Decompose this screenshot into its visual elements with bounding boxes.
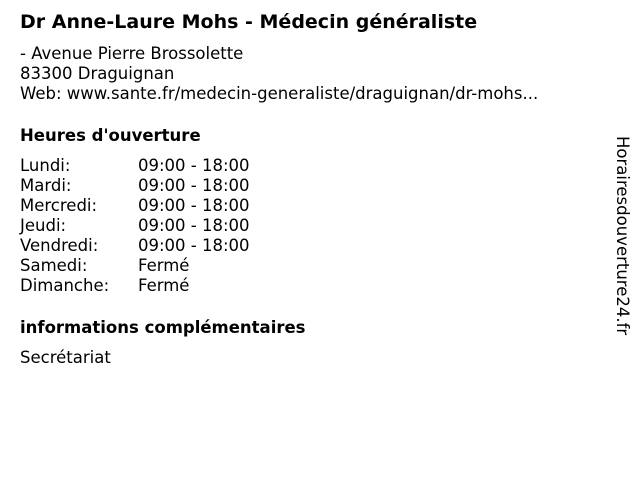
hours-value: 09:00 - 18:00: [138, 156, 250, 175]
hours-row-thursday: [20, 216, 600, 236]
day-label: Dimanche:: [20, 276, 110, 295]
hours-row-sunday: [20, 276, 600, 296]
day-label: Mardi:: [20, 176, 72, 195]
hours-value: Fermé: [138, 276, 190, 295]
hours-value: Fermé: [138, 256, 190, 275]
opening-hours-list: [20, 156, 600, 296]
address-block: [20, 44, 600, 104]
listing-card: [20, 10, 600, 368]
additional-info-heading: informations complémentaires: [20, 318, 306, 337]
day-label: Mercredi:: [20, 196, 98, 215]
hours-value: 09:00 - 18:00: [138, 236, 250, 255]
address-city: 83300 Draguignan: [20, 64, 175, 83]
hours-value: 09:00 - 18:00: [138, 176, 250, 195]
site-watermark: [612, 136, 632, 342]
page-title: Dr Anne-Laure Mohs - Médecin généraliste: [20, 11, 478, 33]
site-watermark-text: Horairesdouverture24.fr: [613, 136, 632, 336]
hours-value: 09:00 - 18:00: [138, 196, 250, 215]
additional-info-text: Secrétariat: [20, 348, 111, 367]
day-label: Samedi:: [20, 256, 88, 275]
day-label: Jeudi:: [20, 216, 67, 235]
website-link[interactable]: Web: www.sante.fr/medecin-generaliste/draguignan/dr-mohs...: [20, 84, 539, 103]
address-street: - Avenue Pierre Brossolette: [20, 44, 244, 63]
day-label: Lundi:: [20, 156, 71, 175]
hours-value: 09:00 - 18:00: [138, 216, 250, 235]
hours-row-monday: [20, 156, 600, 176]
hours-row-saturday: [20, 256, 600, 276]
day-label: Vendredi:: [20, 236, 99, 255]
hours-row-wednesday: [20, 196, 600, 216]
opening-hours-heading: Heures d'ouverture: [20, 126, 201, 145]
hours-row-friday: [20, 236, 600, 256]
hours-row-tuesday: [20, 176, 600, 196]
